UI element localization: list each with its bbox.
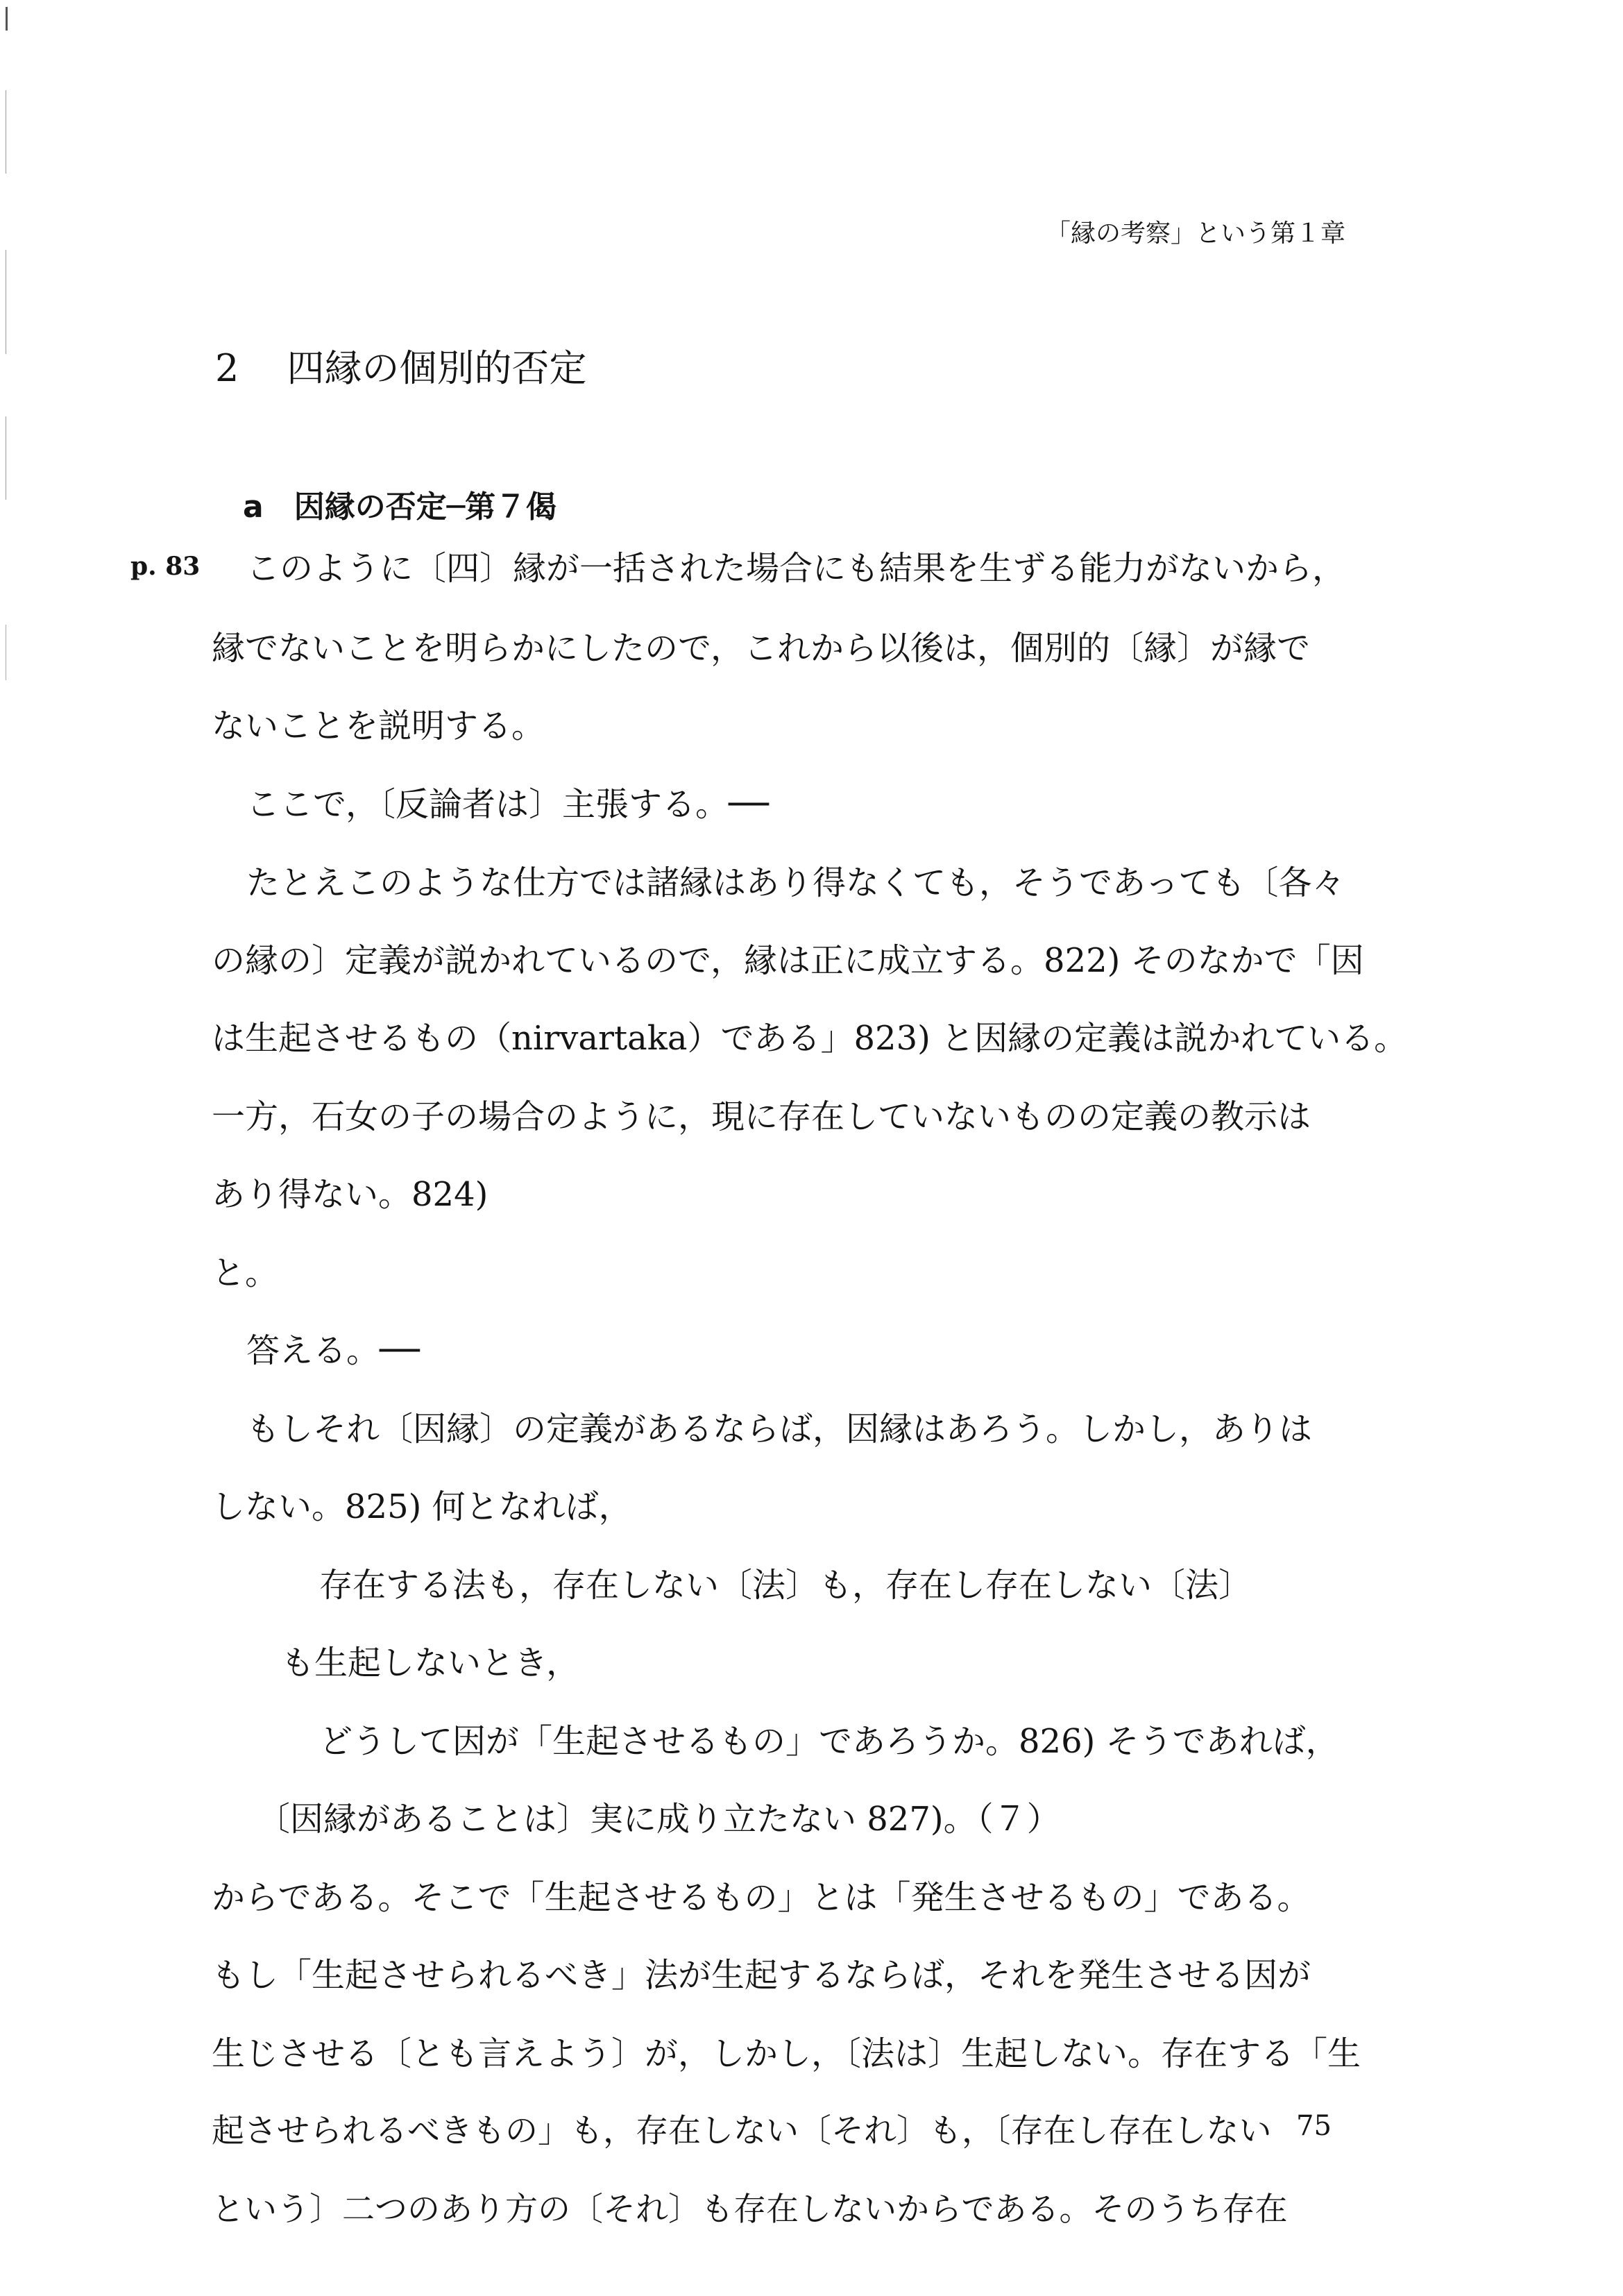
verse-line: も生起しないとき， — [281, 1644, 580, 1682]
margin-page-reference: p. 83 — [130, 552, 201, 581]
text-line: 答える。── — [246, 1331, 420, 1370]
text-line: 起させられるべきもの」も，存在しない〔それ〕も，〔存在し存在しない — [212, 2112, 1272, 2150]
section-number: 2 — [215, 346, 239, 390]
text-line: もし「生起させられるべき」法が生起するならば，それを発生させる因が — [212, 1956, 1311, 1995]
page-number: 75 — [1296, 2110, 1332, 2142]
text-line: は生起させるもの（nirvartaka）である」823) と因縁の定義は説かれている。 — [212, 1019, 1408, 1058]
text-line: ここで，〔反論者は〕主張する。── — [246, 785, 769, 824]
text-line: という〕二つのあり方の〔それ〕も存在しないからである。そのうち存在 — [212, 2191, 1288, 2229]
text-line: もしそれ〔因縁〕の定義があるならば，因縁はあろう。しかし，ありは — [246, 1410, 1313, 1449]
text-line: の縁の〕定義が説かれているので，縁は正に成立する。822) そのなかで「因 — [212, 941, 1364, 980]
text-line: と。 — [212, 1253, 279, 1292]
text-line: 生じさせる〔とも言えよう〕が，しかし，〔法は〕生起しない。存在する「生 — [212, 2034, 1361, 2073]
running-header: 「縁の考察」という第１章 — [1045, 219, 1345, 248]
verse-line: どうして因が「生起させるもの」であろうか。826) そうであれば， — [319, 1722, 1339, 1761]
subsection-heading: a 因縁の否定─第７偈 — [243, 489, 557, 525]
text-line: 縁でないことを明らかにしたので，これから以後は，個別的〔縁〕が縁で — [212, 629, 1311, 668]
text-line: このように〔四〕縁が一括された場合にも結果を生ずる能力がないから， — [246, 549, 1346, 588]
text-line: しない。825) 何となれば， — [212, 1487, 632, 1526]
scan-edge-mark — [6, 7, 8, 31]
text-line: からである。そこで「生起させるもの」とは「発生させるもの」である。 — [212, 1878, 1311, 1917]
verse-line: 存在する法も，存在しない〔法〕も，存在し存在しない〔法〕 — [319, 1566, 1252, 1605]
verse-line: 〔因縁があることは〕実に成り立たない 827)。（７） — [257, 1800, 1060, 1839]
text-line: たとえこのような仕方では諸縁はあり得なくても，そうであっても〔各々 — [246, 863, 1345, 902]
text-line: ないことを説明する。 — [212, 707, 545, 745]
section-heading — [215, 339, 587, 392]
section-title: 四縁の個別的否定 — [287, 346, 587, 390]
text-line: あり得ない。824) — [212, 1175, 488, 1214]
text-line: 一方，石女の子の場合のように，現に存在していないものの定義の教示は — [212, 1097, 1311, 1136]
